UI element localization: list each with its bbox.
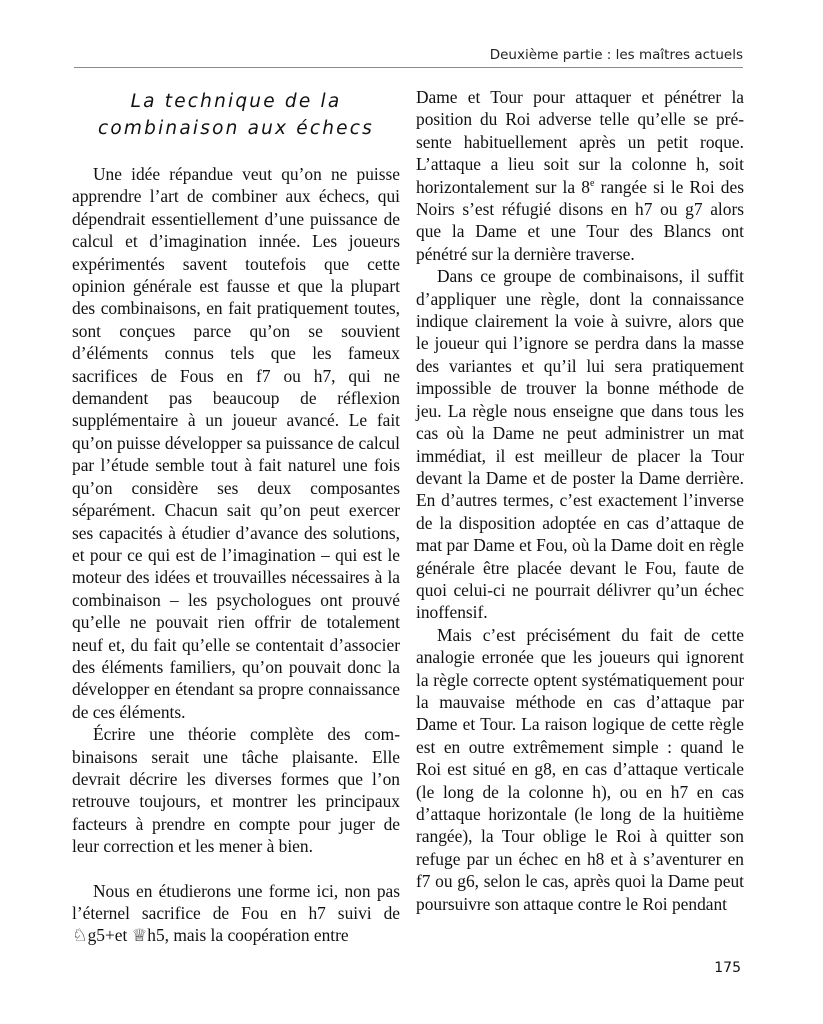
paragraph-text: rangée si le Roi des Noirs s’est réfugié disons en h7 ou g7 alors que la Dame et une Tour des Blancs ont pénétré sur la dernière traverse.: [416, 176, 744, 264]
chapter-title-line-1: La technique de la: [130, 91, 342, 112]
page-number: 175: [714, 960, 741, 976]
chapter-title-line-2: combinaison aux échecs: [98, 118, 374, 139]
paragraph: Nous en étudierons une forme ici, non pas l’éternel sacrifice de Fou en h7 suivi de ♘g5+et ♕h5, mais la coopération entre: [72, 880, 400, 946]
paragraph: Écrire une théorie complète des combinaisons serait une tâche plaisante. Elle devrait décrire les diverses formes que l’on retrouve toujours, et montrer les principaux facteurs à prendre en compte pour juger de leur correction et les mener à bien.: [72, 724, 400, 857]
paragraph-text: Dame et Tour pour attaquer et pénétrer la position du Roi adverse telle qu’elle se présente habituellement après un petit roque. L’attaque a lieu soit sur la colonne h, soit horizontalement sur la 8: [416, 87, 744, 197]
paragraph: [416, 86, 744, 265]
section-gap: [72, 858, 400, 880]
paragraph: Une idée répandue veut qu’on ne puisse apprendre l’art de combiner aux échecs, qui dépendrait essentiellement d’une puissance de calcul et d’imagination innée. Les joueurs expérimentés savent toutefois que cette opinion générale est fausse et que la plupart des combinaisons, en fait pratiquement toutes, sont conçues parce qu’on se souvient d’éléments connus tels que les fameux sacrifices de Fous en f7 ou h7, qui ne demandent pas beaucoup de réflexion supplémentaire à un joueur avancé. Le fait qu’on puisse développer sa puissance de calcul par l’étude semble tout à fait naturel une fois qu’on considère ses deux composantes séparément. Chacun sait qu’on peut exercer ses capacités à étudier d’avance des solutions, et pour ce qui est de l’imagination – qui est le moteur des idées et trouvailles nécessaires à la combinaison – les psychologues ont prouvé qu’elle ne pouvait rien offrir de totalement neuf et, du fait qu’elle se contentait d’associer des éléments familiers, qu’on pouvait donc la développer en étendant sa propre connaissance de ces éléments.: [72, 164, 400, 722]
header-rule: [74, 67, 743, 68]
chapter-title: [72, 86, 400, 142]
superscript: e: [589, 177, 595, 189]
left-column: [72, 86, 400, 947]
right-column: [416, 86, 744, 915]
paragraph: Dans ce groupe de combinaisons, il suffit d’appliquer une règle, dont la connaissance indique clairement la voie à suivre, alors que le joueur qui l’ignore se perdra dans la masse des variantes et qu’il lui sera pratiquement impossible de trouver la bonne méthode de jeu. La règle nous enseigne que dans tous les cas où la Dame ne peut administrer un mat immédiat, il est meilleur de placer la Tour devant la Dame et de poster la Dame derrière. En d’autres termes, c’est exactement l’inverse de la disposition adoptée en cas d’attaque de mat par Dame et Fou, où la Dame doit en règle générale être placée devant le Fou, faute de quoi celui-ci ne pourrait délivrer qu’un échec inoffensif.: [416, 266, 744, 623]
running-head: Deuxième partie : les maîtres actuels: [489, 47, 743, 63]
paragraph: Mais c’est précisément du fait de cette analogie erronée que les joueurs qui ignorent la règle correcte optent systématiquement pour la mauvaise méthode en cas d’attaque par Dame et Tour. La raison logique de cette règle est en outre extrêmement simple : quand le Roi est situé en g8, en cas d’attaque verticale (le long de la colonne h), ou en h7 en cas d’attaque horizontale (le long de la huitième rangée), la Tour oblige le Roi à quitter son refuge par un échec en h8 et à s’aventurer en f7 ou g6, selon le cas, après quoi la Dame peut poursuivre son attaque contre le Roi pendant: [416, 624, 744, 914]
